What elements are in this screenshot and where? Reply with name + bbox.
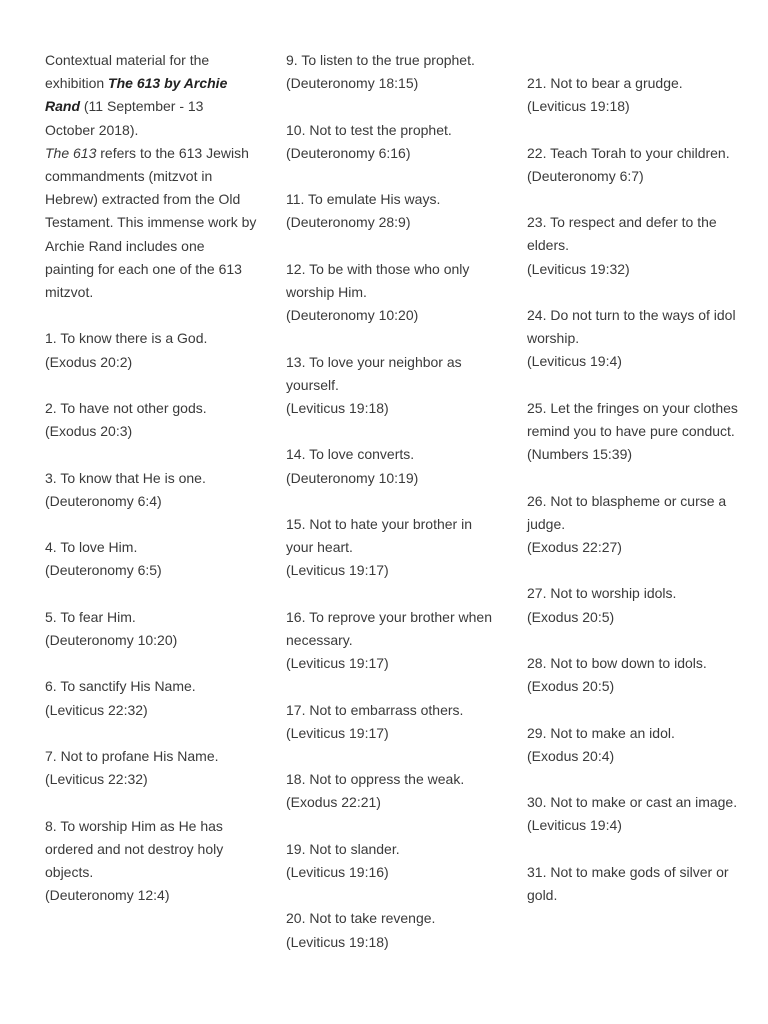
scripture-reference: (Exodus 22:27) [527,538,622,555]
scripture-reference: (Deuteronomy 28:9) [286,214,411,231]
list-item [527,652,752,698]
commandment-text: 20. Not to take revenge. [286,910,436,927]
list-item [286,188,498,234]
exhibition-dates: (11 September - 13 October 2018). [45,98,204,138]
commandment-text: 10. Not to test the prophet. [286,121,452,138]
commandment-text: 18. Not to oppress the weak. [286,771,465,788]
scripture-reference: (Deuteronomy 10:19) [286,469,419,486]
commandment-text: 31. Not to make gods of silver or gold. [527,863,729,903]
list-item [527,582,752,628]
commandment-text: 26. Not to blaspheme or curse a judge. [527,492,727,532]
list-item [527,490,752,560]
scripture-reference: (Exodus 20:5) [527,678,615,695]
scripture-reference: (Deuteronomy 10:20) [286,307,419,324]
list-item [45,606,257,652]
list-item [286,258,498,328]
commandment-list [527,72,752,907]
scripture-reference: (Leviticus 22:32) [45,771,148,788]
scripture-reference: (Exodus 20:5) [527,608,615,625]
commandment-text: 30. Not to make or cast an image. [527,794,738,811]
commandment-text: 21. Not to bear a grudge. [527,75,683,91]
commandment-text: 17. Not to embarrass others. [286,701,464,718]
intro-lead: Contextual material for the exhibition [45,52,210,92]
list-item [527,397,752,467]
list-item [527,861,752,907]
commandment-text: 3. To know that He is one. [45,469,206,486]
commandment-text: 22. Teach Torah to your children. [527,144,730,161]
list-item [286,351,498,421]
scripture-reference: (Deuteronomy 18:15) [286,75,419,92]
scripture-reference: (Exodus 20:3) [45,423,133,440]
scripture-reference: (Exodus 20:4) [527,747,615,764]
list-item [45,467,257,513]
scripture-reference: (Deuteronomy 6:16) [286,144,411,161]
commandment-text: 11. To emulate His ways. [286,191,441,208]
scripture-reference: (Leviticus 22:32) [45,701,148,718]
scripture-reference: (Leviticus 19:17) [286,562,389,579]
commandment-list [286,49,498,954]
scripture-reference: (Leviticus 19:18) [527,98,630,115]
scripture-reference: (Leviticus 19:18) [286,399,389,416]
scripture-reference: (Leviticus 19:17) [286,655,389,672]
list-item [286,768,498,814]
intro-description: refers to the 613 Jewish commandments (mitzvot in Hebrew) extracted from the Old Testament. This immense work by Archie Rand includes one painting for each one of the 613 mitzvot. [45,144,257,301]
list-item [527,722,752,768]
list-item [45,327,257,373]
list-item [286,443,498,489]
commandment-text: 29. Not to make an idol. [527,724,675,741]
column-3 [527,72,752,930]
scripture-reference: (Leviticus 19:32) [527,260,630,277]
commandment-text: 19. Not to slander. [286,840,400,857]
scripture-reference: (Deuteronomy 10:20) [45,632,178,648]
commandment-text: 24. Do not turn to the ways of idol worship. [527,306,736,347]
scripture-reference: (Leviticus 19:18) [286,933,389,950]
list-item [286,513,498,583]
commandment-text: 28. Not to bow down to idols. [527,654,707,671]
scripture-reference: (Exodus 20:2) [45,353,133,370]
list-item [286,49,498,95]
column-2 [286,49,498,977]
scripture-reference: (Leviticus 19:4) [527,817,622,834]
commandment-list [45,327,257,907]
commandment-text: 1. To know there is a God. [45,330,208,347]
list-item [45,815,257,908]
list-item [286,699,498,745]
commandment-text: 23. To respect and defer to the elders. [527,214,717,254]
commandment-text: 6. To sanctify His Name. [45,678,196,695]
commandment-text: 14. To love converts. [286,446,415,463]
exhibition-title: The 613 by Archie Rand [45,75,228,115]
commandment-text: 4. To love Him. [45,539,138,556]
scripture-reference: (Leviticus 19:17) [286,724,389,741]
list-item [286,838,498,884]
list-item [527,211,752,281]
scripture-reference: (Deuteronomy 6:7) [527,167,644,184]
commandment-text: 12. To be with those who only worship Him. [286,260,470,300]
scripture-reference: (Numbers 15:39) [527,446,633,463]
list-item [527,304,752,374]
list-item [286,119,498,165]
scripture-reference: (Leviticus 19:16) [286,863,389,880]
commandment-text: 15. Not to hate your brother in your heart. [286,515,472,556]
list-item [286,606,498,676]
list-item [45,536,257,582]
commandment-text: 5. To fear Him. [45,608,136,625]
commandment-text: 7. Not to profane His Name. [45,747,219,764]
list-item [45,745,257,791]
commandment-text: 25. Let the fringes on your clothes remind you to have pure conduct. [527,399,738,439]
list-item [527,142,752,188]
scripture-reference: (Deuteronomy 6:5) [45,562,162,579]
scripture-reference: (Exodus 22:21) [286,794,381,811]
list-item [45,397,257,443]
scripture-reference: (Leviticus 19:4) [527,353,622,370]
commandment-text: 27. Not to worship idols. [527,585,677,602]
list-item [286,907,498,953]
commandment-text: 8. To worship Him as He has ordered and not destroy holy objects. [45,817,224,880]
column-1 [45,49,257,931]
list-item [527,791,752,837]
scripture-reference: (Deuteronomy 6:4) [45,492,162,509]
list-item [45,675,257,721]
work-title: The 613 [45,144,97,161]
commandment-text: 2. To have not other gods. [45,400,207,417]
commandment-text: 16. To reprove your brother when necessary. [286,608,492,648]
intro-paragraph [45,49,257,304]
commandment-text: 13. To love your neighbor as yourself. [286,353,462,393]
list-item [527,72,752,118]
commandment-text: 9. To listen to the true prophet. [286,52,475,68]
scripture-reference: (Deuteronomy 12:4) [45,887,170,904]
